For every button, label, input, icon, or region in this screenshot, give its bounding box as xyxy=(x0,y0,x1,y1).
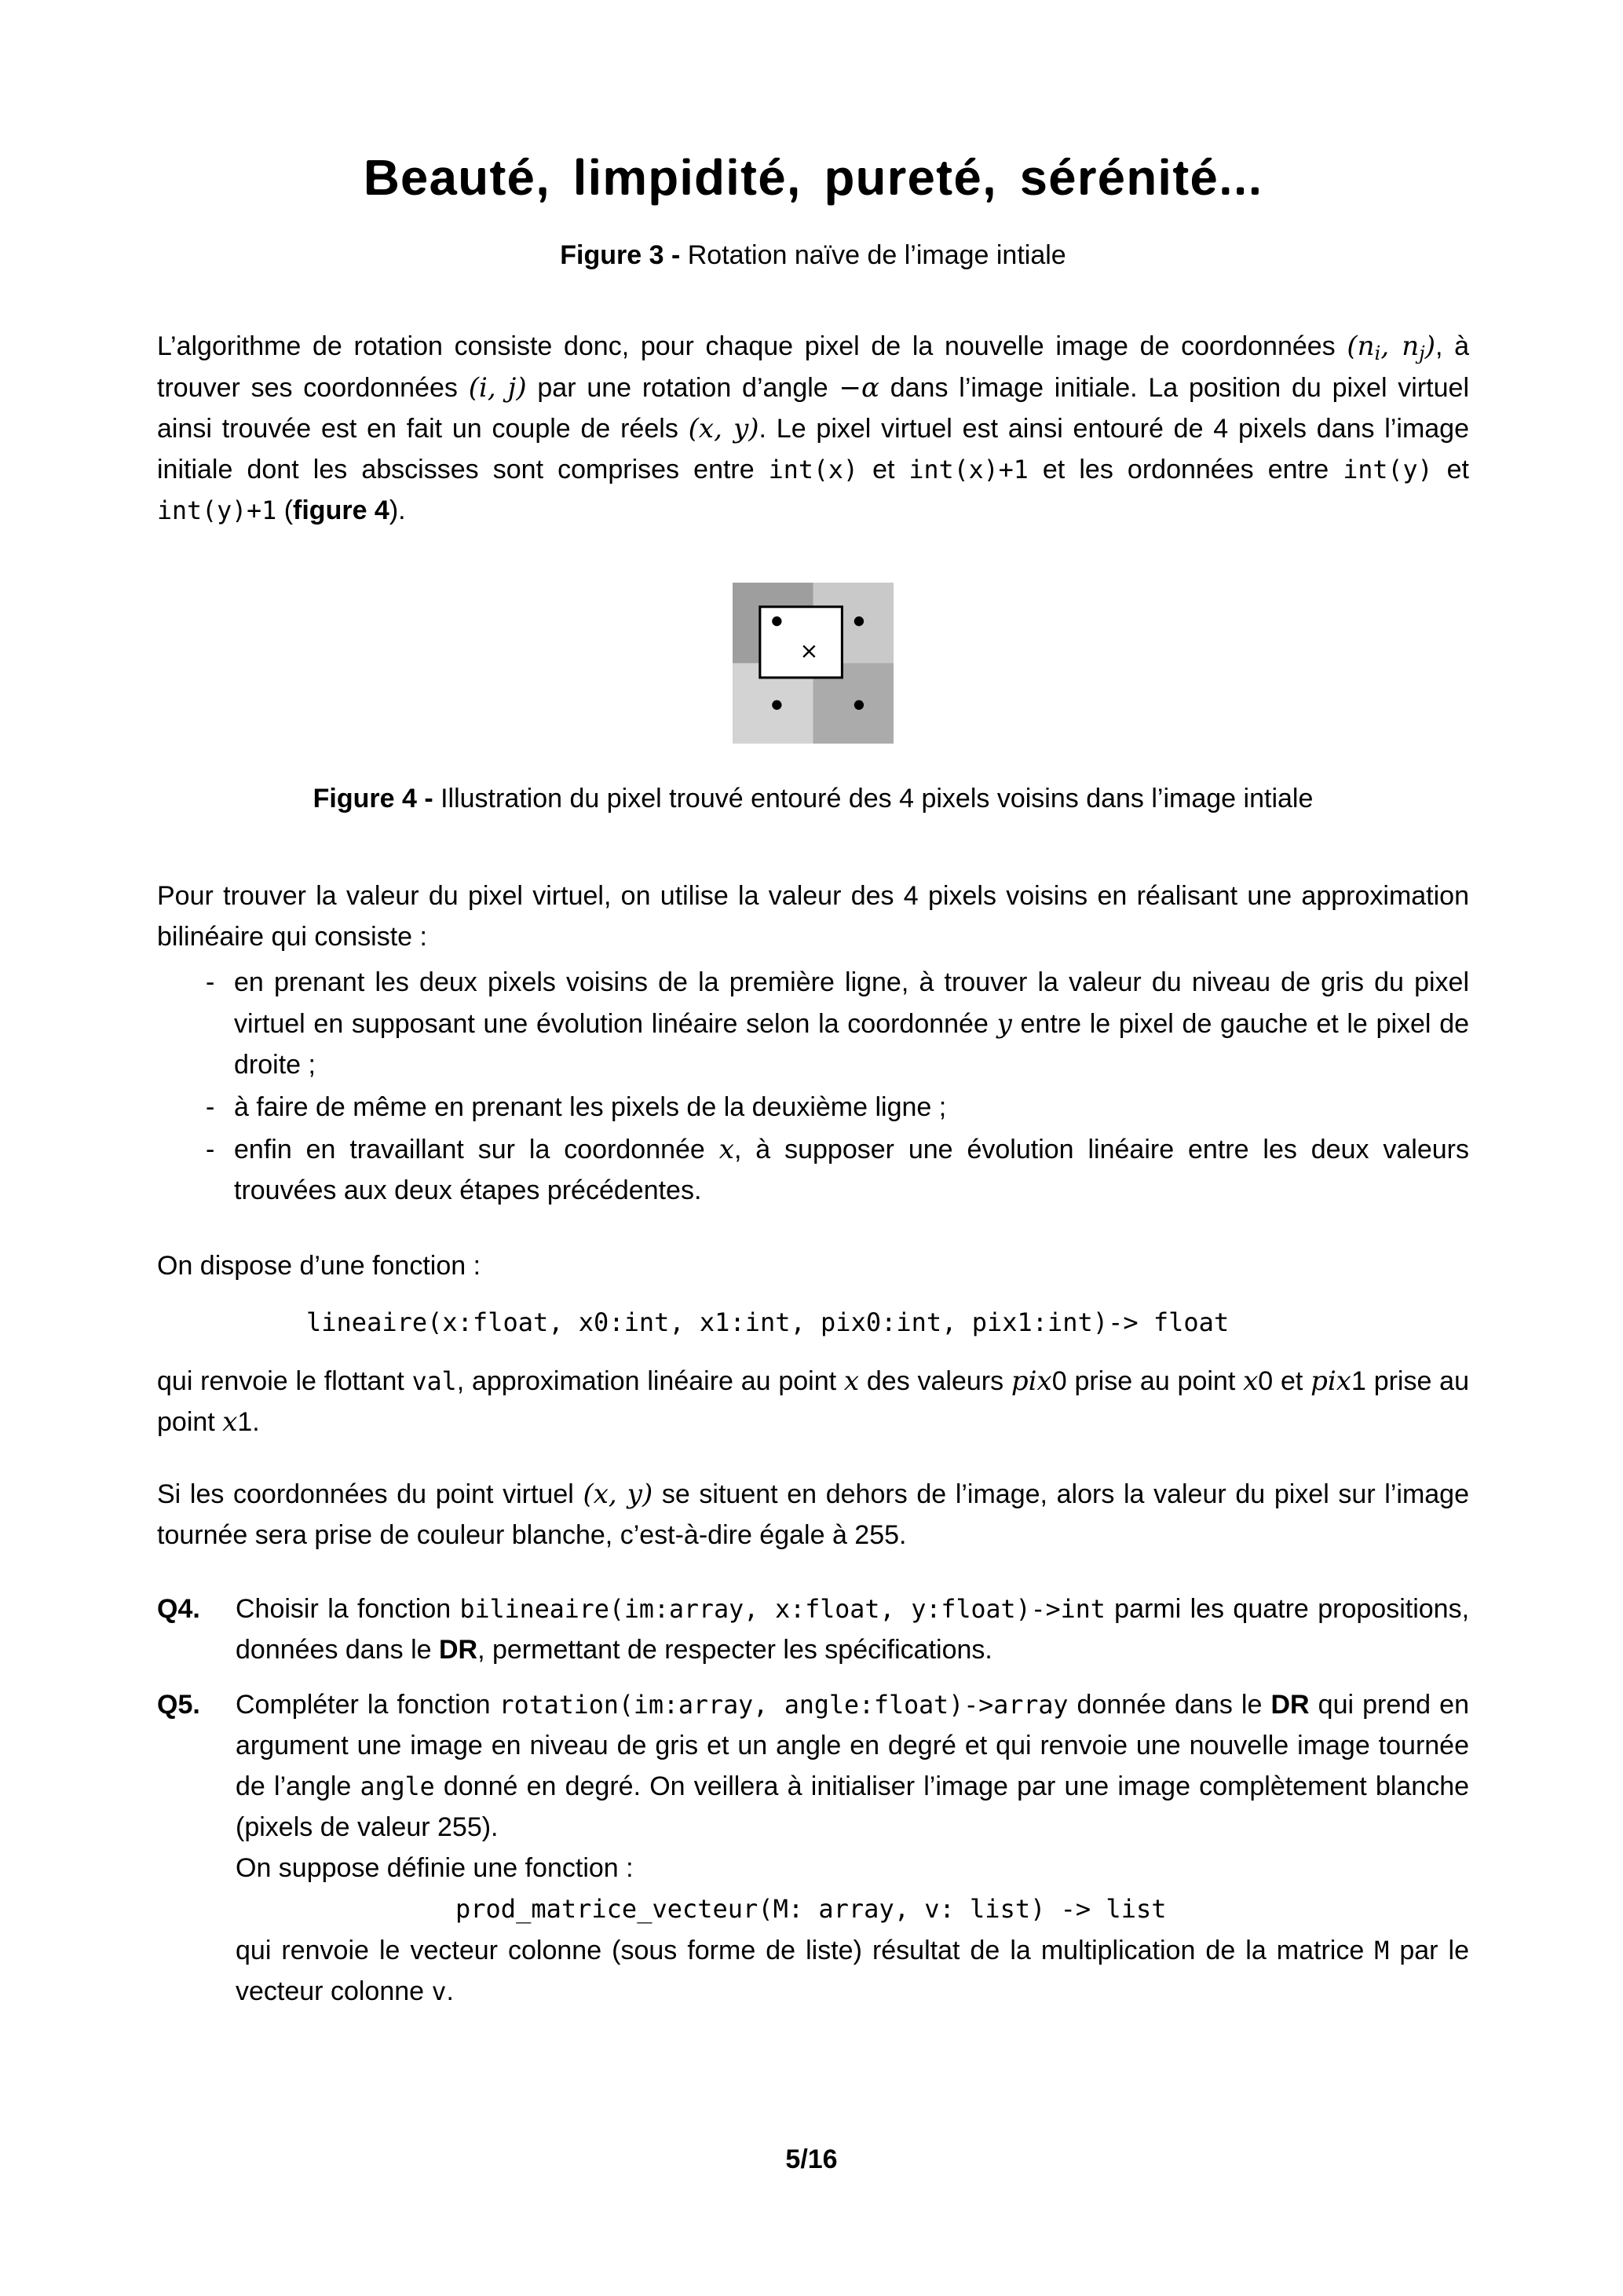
paragraph-out-of-bounds: Si les coordonnées du point virtuel (x, y) se situent en dehors de l’image, alors la valeur du pixel sur l’image tournée sera prise de couleur blanche, c’est-à-dire égale à 255. xyxy=(157,1478,1470,1550)
question-q5-body xyxy=(236,1684,1469,2012)
figure4-illustration xyxy=(157,583,1469,744)
dash-marker: - xyxy=(206,967,215,998)
figure4-caption: Figure 4 - Illustration du pixel trouvé entouré des 4 pixels voisins dans l’image intiale xyxy=(313,784,1314,814)
question-q5-text: Compléter la fonction rotation(im:array, angle:float)->array donnée dans le DR qui prend en argument une image en niveau de gris et un angle en degré et qui renvoie une nouvelle image tournée de l’angle angle donné en degré. On veillera à initialiser l’image par une image complètement blanche (pixels de valeur 255). xyxy=(236,1689,1470,1842)
pixel-dot-bottom-right xyxy=(854,700,864,710)
code-prod-matrice-vecteur-signature: prod_matrice_vecteur(M: array, v: list) -> list xyxy=(455,1893,1167,1924)
figure3-image-text: Beauté, limpidité, pureté, sérénité... xyxy=(363,149,1263,206)
question-q4 xyxy=(157,1589,1469,1670)
dash-marker: - xyxy=(206,1134,215,1164)
pixel-dot-bottom-left xyxy=(772,700,781,710)
list-item xyxy=(157,962,1469,1084)
question-q4-body: Choisir la fonction bilineaire(im:array, x:float, y:float)->int parmi les quatre propositions, données dans le DR, permettant de respecter les spécifications. xyxy=(236,1593,1470,1665)
question-q4-label: Q4. xyxy=(157,1593,200,1624)
figure3-rotated-image xyxy=(157,148,1469,208)
page-number: 5/16 xyxy=(785,2144,838,2174)
bilinear-steps-list xyxy=(157,962,1469,1210)
figure4-svg xyxy=(733,583,894,744)
figure3-caption: Figure 3 - Rotation naïve de l’image intiale xyxy=(560,239,1066,270)
list-item-text: à faire de même en prenant les pixels de la deuxième ligne ; xyxy=(234,1091,947,1122)
list-item xyxy=(157,1087,1469,1128)
paragraph-lineaire-description: qui renvoie le flottant val, approximation linéaire au point x des valeurs pix0 prise au point x0 et pix1 prise au point x1. xyxy=(157,1365,1470,1438)
paragraph-bilinear-intro: Pour trouver la valeur du pixel virtuel, on utilise la valeur des 4 pixels voisins en réalisant une approximation bilinéaire qui consiste : xyxy=(157,881,1469,952)
pixel-dot-top-left xyxy=(772,616,781,626)
question-q5-label: Q5. xyxy=(157,1689,200,1720)
list-item xyxy=(157,1129,1469,1211)
question-q5 xyxy=(157,1684,1469,2012)
paragraph-function-intro: On dispose d’une fonction : xyxy=(157,1250,481,1281)
code-lineaire-signature: lineaire(x:float, x0:int, x1:int, pix0:int, pix1:int)-> float xyxy=(306,1307,1230,1337)
virtual-pixel-marker: × xyxy=(799,637,819,664)
question-q5-function-description: qui renvoie le vecteur colonne (sous forme de liste) résultat de la multiplication de la matrice M par le vecteur colonne v. xyxy=(236,1935,1469,2006)
paragraph-rotation-algorithm: L’algorithme de rotation consiste donc, pour chaque pixel de la nouvelle image de coordonnées (ni, nj), à trouver ses coordonnées (i, j) par une rotation d’angle −α dans l’image initiale. La position du pixel virtuel ainsi trouvée est en fait un couple de réels (x, y). Le pixel virtuel est ainsi entouré de 4 pixels dans l’image initiale dont les abscisses sont comprises entre int(x) et int(x)+1 et les ordonnées entre int(y) et int(y)+1 (figure 4). xyxy=(157,330,1469,526)
pixel-dot-top-right xyxy=(854,616,864,626)
list-item-text: en prenant les deux pixels voisins de la première ligne, à trouver la valeur du niveau de gris du pixel virtuel en supposant une évolution linéaire selon la coordonnée y entre le pixel de gauche et le pixel de droite ; xyxy=(234,967,1470,1080)
list-item-text: enfin en travaillant sur la coordonnée x, à supposer une évolution linéaire entre les deux valeurs trouvées aux deux étapes précédentes. xyxy=(234,1133,1469,1205)
question-q5-function-intro: On suppose définie une fonction : xyxy=(236,1852,634,1883)
dash-marker: - xyxy=(206,1091,215,1122)
